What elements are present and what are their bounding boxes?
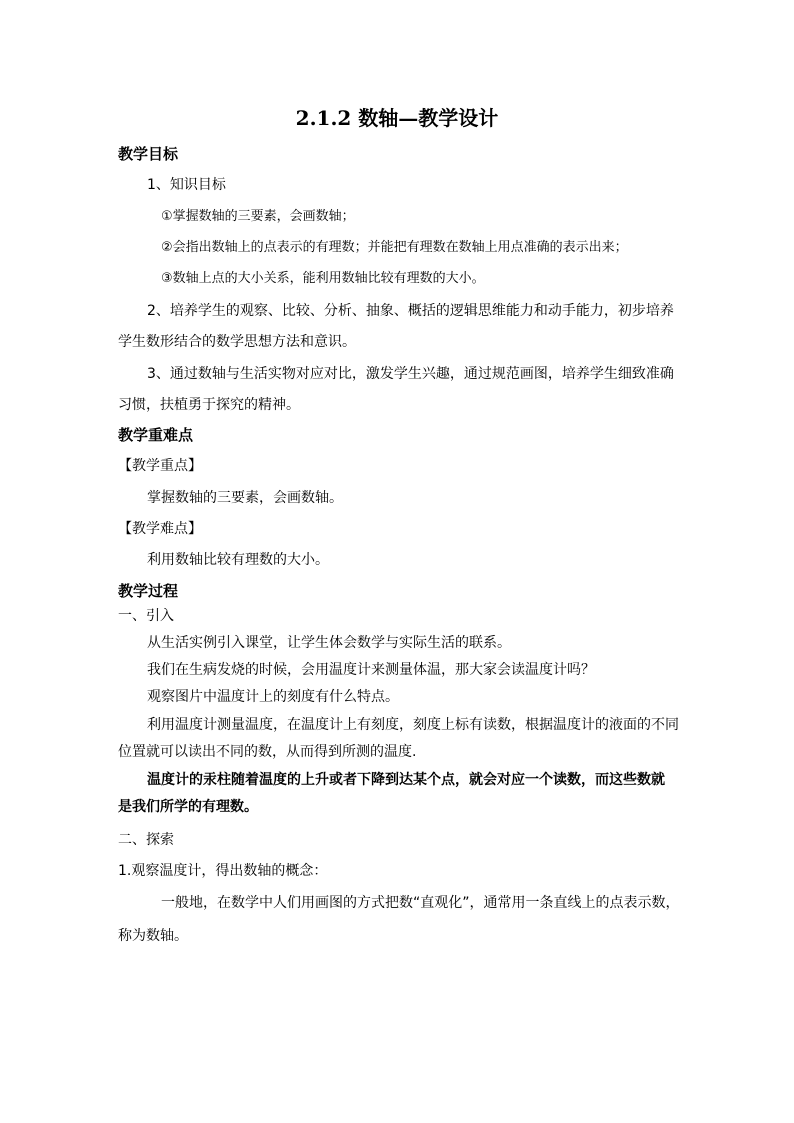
- goal-1a: ①掌握数轴的三要素，会画数轴；: [161, 209, 355, 224]
- difficulty-label: 【教学难点】: [118, 521, 202, 537]
- goal-2-line-1: 2、培养学生的观察、比较、分析、抽象、概括的逻辑思维能力和动手能力，初步培养: [147, 303, 674, 319]
- goal-3-line-1: 3、通过数轴与生活实物对应对比，激发学生兴趣，通过规范画图，培养学生细致准确: [147, 366, 674, 382]
- focus-text: 掌握数轴的三要素，会画数轴。: [147, 490, 343, 506]
- intro-p5-line-1: 温度计的汞柱随着温度的上升或者下降到达某个点，就会对应一个读数，而这些数就: [147, 772, 665, 788]
- process-heading: 教学过程: [118, 582, 179, 600]
- goal-3-line-2: 习惯，扶植勇于探究的精神。: [118, 397, 300, 413]
- focus-label: 【教学重点】: [118, 458, 202, 474]
- intro-heading: 一、引入: [118, 608, 174, 624]
- goal-1b: ②会指出数轴上的点表示的有理数；并能把有理数在数轴上用点准确的表示出来；: [161, 240, 628, 255]
- key-points-heading: 教学重难点: [118, 426, 194, 444]
- intro-p2: 我们在生病发烧的时候，会用温度计来测量体温，那大家会读温度计吗？: [147, 662, 595, 678]
- intro-p4-line-2: 位置就可以读出不同的数，从而得到所测的温度.: [118, 744, 417, 760]
- intro-p1: 从生活实例引入课堂，让学生体会数学与实际生活的联系。: [147, 635, 511, 651]
- goal-1: 1、知识目标: [147, 177, 226, 193]
- explore-step-1: 1.观察温度计，得出数轴的概念：: [118, 863, 328, 879]
- intro-p4-line-1: 利用温度计测量温度，在温度计上有刻度，刻度上标有读数，根据温度计的液面的不同: [147, 717, 679, 733]
- explore-heading: 二、探索: [118, 832, 174, 848]
- page-title: 2.1.2 数轴—教学设计: [295, 106, 499, 130]
- goals-heading: 教学目标: [118, 145, 179, 163]
- intro-p5-line-2: 是我们所学的有理数。: [118, 799, 258, 815]
- difficulty-text: 利用数轴比较有理数的大小。: [147, 552, 329, 568]
- goal-2-line-2: 学生数形结合的数学思想方法和意识。: [118, 334, 356, 350]
- definition-line-2: 称为数轴。: [118, 928, 188, 944]
- intro-p3: 观察图片中温度计上的刻度有什么特点。: [147, 689, 399, 705]
- definition-line-1: 一般地，在数学中人们用画图的方式把数“直观化”，通常用一条直线上的点表示数，: [161, 895, 680, 911]
- goal-1c: ③数轴上点的大小关系，能利用数轴比较有理数的大小。: [161, 271, 485, 286]
